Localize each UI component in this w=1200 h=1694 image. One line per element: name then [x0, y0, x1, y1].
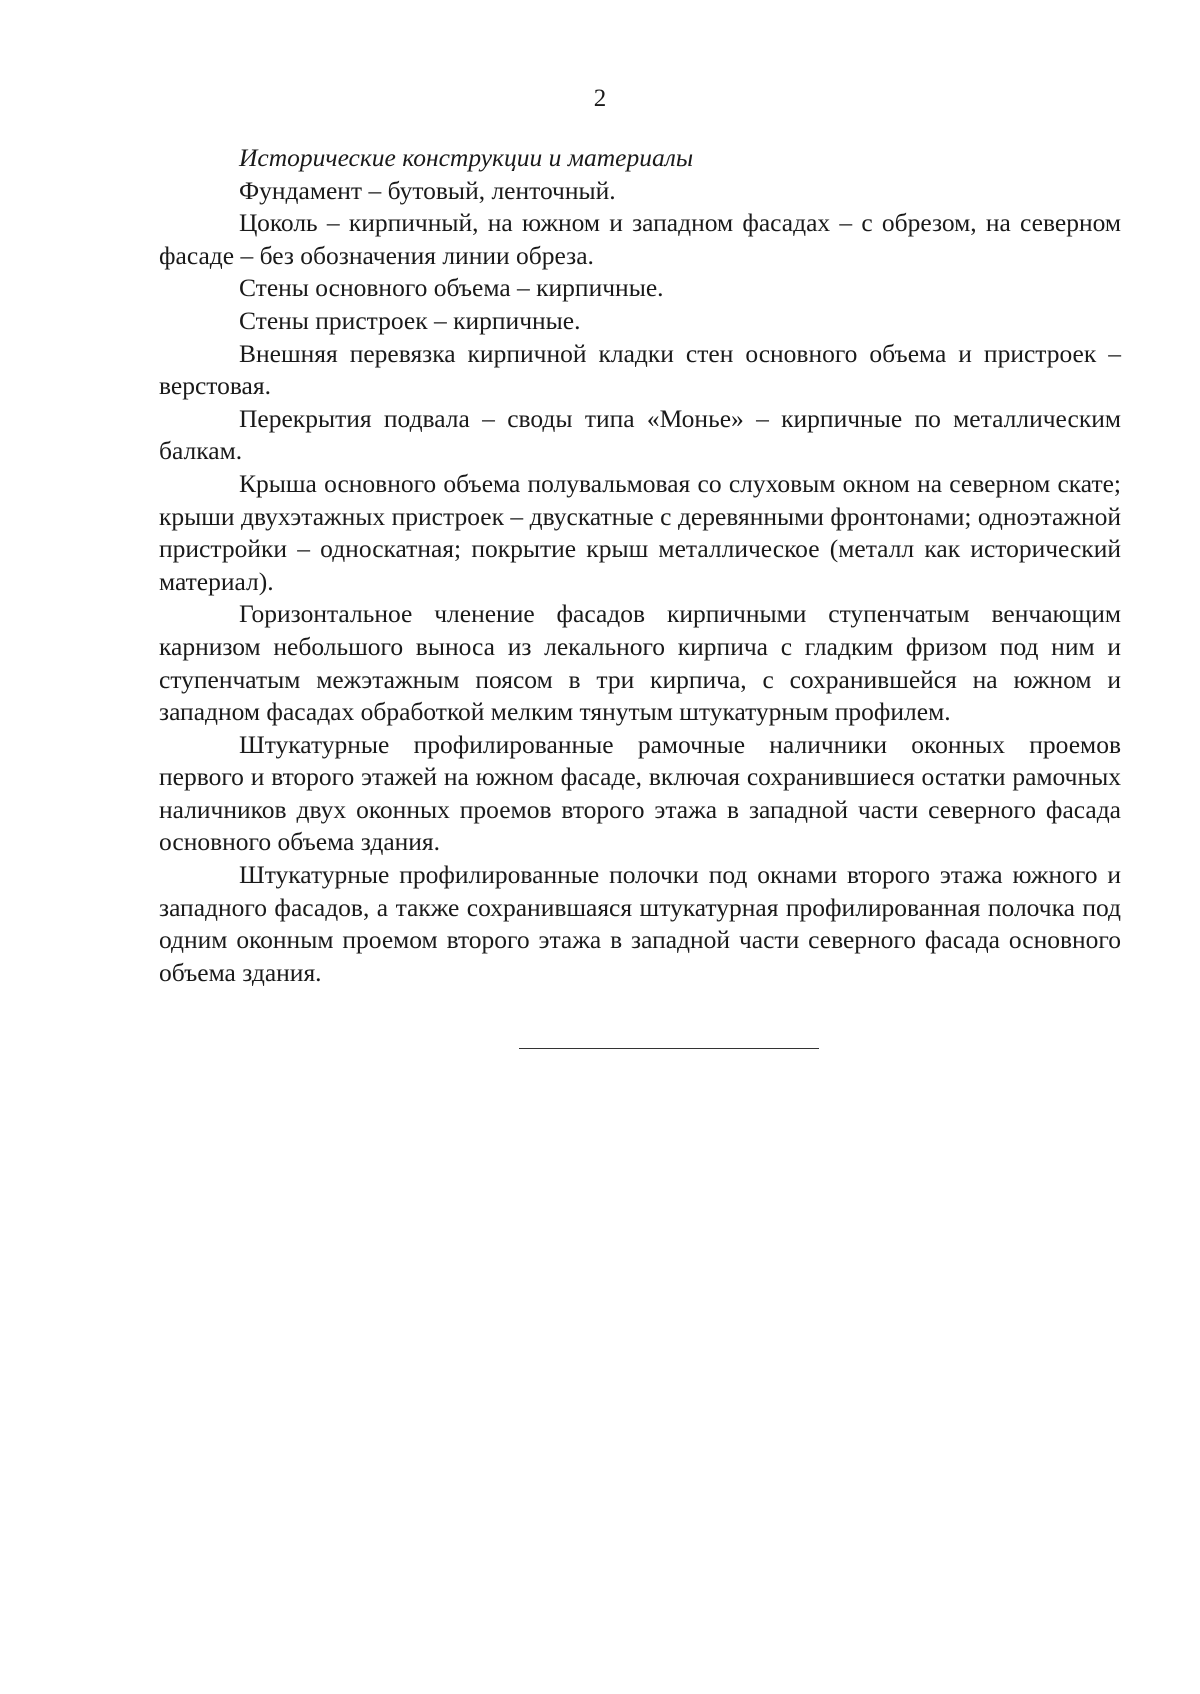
paragraph-horizontal-division: Горизонтальное членение фасадов кирпичными ступенчатым венчающим карнизом небольшого выноса из лекального кирпича с гладким фризом под ним и ступенчатым межэтажным поясом в три кирпича, с сохранившейся на южном и западном фасадах обработкой мелким тянутым штукатурным профилем.	[159, 599, 1121, 727]
end-of-text-rule	[519, 1048, 819, 1049]
paragraph-basement-ceilings: Перекрытия подвала – своды типа «Монье» – кирпичные по металлическим балкам.	[159, 403, 1121, 466]
paragraph-annex-walls: Стены пристроек – кирпичные.	[239, 305, 581, 335]
section-heading: Исторические конструкции и материалы	[239, 143, 694, 172]
paragraph-plinth: Цоколь – кирпичный, на южном и западном фасадах – с обрезом, на северном фасаде – без обозначения линии обреза.	[159, 208, 1121, 270]
paragraph-roof: Крыша основного объема полувальмовая со слуховым окном на северном скате; крыши двухэтажных пристроек – двускатные с деревянными фронтонами; одноэтажной пристройки – односкатная; покрытие крыш металлическое (металл как исторический материал).	[159, 468, 1121, 596]
paragraph-brick-bond: Внешняя перевязка кирпичной кладки стен основного объема и пристроек – верстовая.	[159, 338, 1121, 401]
paragraph-foundation: Фундамент – бутовый, ленточный.	[239, 175, 616, 205]
paragraph-main-walls: Стены основного объема – кирпичные.	[239, 273, 664, 303]
paragraph-window-frames: Штукатурные профилированные рамочные наличники оконных проемов первого и второго этажей на южном фасаде, включая сохранившиеся остатки рамочных наличников двух оконных проемов второго этажа в западной части северного фасада основного объема здания.	[159, 729, 1121, 857]
page-number: 2	[593, 85, 607, 112]
paragraph-window-shelves: Штукатурные профилированные полочки под окнами второго этажа южного и западного фасадов, а также сохранившаяся штукатурная профилированная полочка под одним оконным проемом второго этажа в западной части северного фасада основного объема здания.	[159, 860, 1121, 987]
document-body	[159, 142, 1121, 989]
